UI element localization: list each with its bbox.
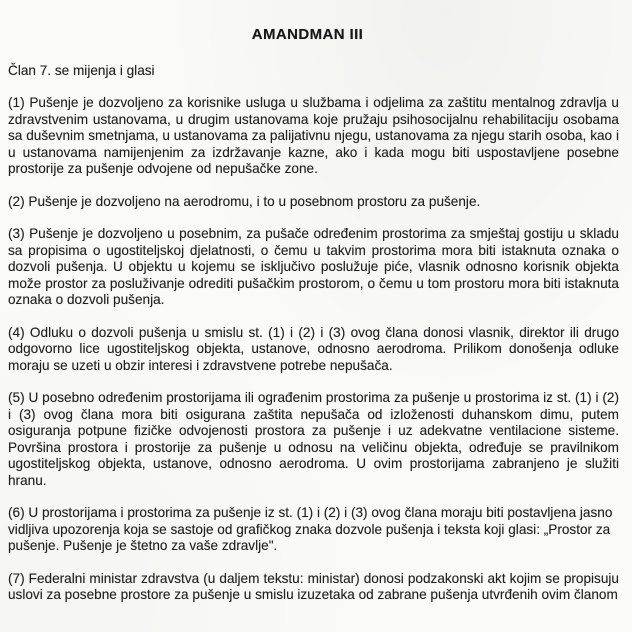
paragraph-7: (7) Federalni ministar zdravstva (u daljem tekstu: ministar) donosi podzakonski akt kojim se propisuju uslovi za posebne prostore za pušenje u smislu izuzetaka od zabrane pušenja utvrđenih ovim članom (8, 570, 619, 603)
paragraph-1: (1) Pušenje je dozvoljeno za korisnike usluga u službama i odjelima za zaštitu mentalnog zdravlja u zdravstvenim ustanovama, u drugim ustanovama koje pružaju psihosocijalnu rehabilitaciju osobama sa duševnim smetnjama, u ustanovama za palijativnu njegu, ustanovama za njegu starih osoba, kao i u ustanovama namijenjenim za izdržavanje kazne, ako i kada mogu biti uspostavljene posebne prostorije za pušenje odvojene od nepušačke zone. (8, 95, 619, 177)
paragraph-4: (4) Odluku o dozvoli pušenja u smislu st. (1) i (2) i (3) ovog člana donosi vlasnik, direktor ili drugo odgovorno lice ugostiteljskog objekta, ustanove, odnosno aerodroma. Prilikom donošenja odluke moraju se uzeti u obzir interesi i zdravstvene potrebe nepušača. (8, 324, 619, 373)
paragraph-2: (2) Pušenje je dozvoljeno na aerodromu, i to u posebnom prostoru za pušenje. (8, 193, 481, 209)
paragraph-6: (6) U prostorijama i prostorima za pušenje iz st. (1) i (2) i (3) ovog člana moraju biti postavljena jasno vidljiva upozorenja koja se sastoje od grafičkog znaka dozvole pušenja i teksta koji glasi: „Prostor za pušenje. Pušenje je štetno za vaše zdravlje". (8, 505, 613, 554)
document-title: AMANDMAN III (251, 26, 364, 43)
intro-line: Član 7. se mijenja i glasi (8, 63, 155, 78)
paragraph-3: (3) Pušenje je dozvoljeno u posebnim, za pušače određenim prostorima za smještaj gostiju u skladu sa propisima o ugostiteljskoj djelatnosti, o čemu u takvim prostorima mora biti istaknuta oznaka o dozvoli pušenja. U objektu u kojemu se isključivo poslužuje piće, vlasnik odnosno korisnik objekta može prostor za posluživanje odrediti pušačkim prostorom, o čemu u tom prostoru mora biti istaknuta oznaka o dozvoli pušenja. (8, 226, 619, 308)
paragraph-5: (5) U posebno određenim prostorijama ili ograđenim prostorima za pušenje u prostorima iz st. (1) i (2) i (3) ovog člana mora biti osigurana zaštita nepušača od izloženosti duhanskom dimu, putem osiguranja potpune fizičke odvojenosti prostora za pušenje i uz adekvatne ventilacione sisteme. Površina prostora i prostorije za pušenje u odnosu na veličinu objekta, određuje se pravilnikom ugostiteljskog objekta, ustanove, odnosno aerodroma. U ovim prostorijama zabranjeno je služiti hranu. (8, 390, 619, 488)
